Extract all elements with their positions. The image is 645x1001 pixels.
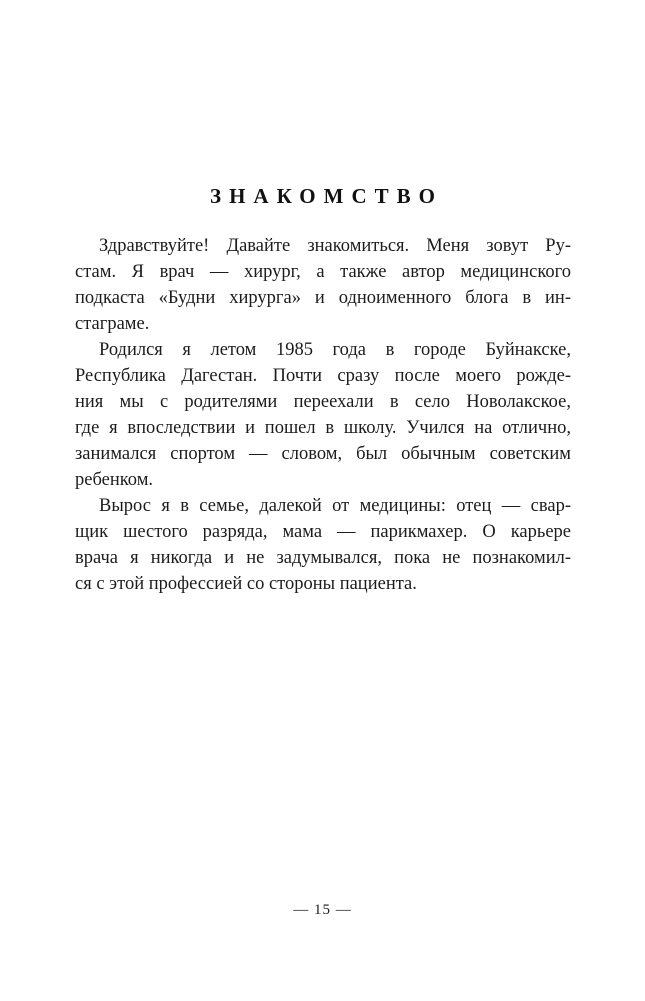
text-line: занимался спортом — словом, был обычным советским xyxy=(75,444,571,464)
text-line: Здравствуйте! Давайте знакомиться. Меня зовут Ру- xyxy=(99,236,571,256)
text-line: где я впоследствии и пошел в школу. Учился на отлично, xyxy=(75,418,571,438)
body-text xyxy=(75,233,571,597)
text-line: ребенком. xyxy=(75,470,154,490)
text-line: Республика Дагестан. Почти сразу после моего рожде- xyxy=(75,366,571,386)
text-line: ся с этой профессией со стороны пациента. xyxy=(75,574,417,594)
text-line: Родился я летом 1985 года в городе Буйнакске, xyxy=(99,340,571,360)
text-line: подкаста «Будни хирурга» и одноименного блога в ин- xyxy=(75,288,571,308)
paragraph xyxy=(75,337,571,493)
text-line: врача я никогда и не задумывался, пока не познакомил- xyxy=(75,548,571,568)
text-line: ния мы с родителями переехали в село Новолакское, xyxy=(75,392,571,412)
page-number: — 15 — xyxy=(293,902,352,918)
paragraph xyxy=(75,493,571,597)
text-line: щик шестого разряда, мама — парикмахер. О карьере xyxy=(75,522,571,542)
text-line: стам. Я врач — хирург, а также автор медицинского xyxy=(75,262,571,282)
paragraph xyxy=(75,233,571,337)
text-line: Вырос я в семье, далекой от медицины: отец — свар- xyxy=(99,496,571,516)
chapter-title: ЗНАКОМСТВО xyxy=(210,184,443,208)
text-line: стаграме. xyxy=(75,314,150,334)
